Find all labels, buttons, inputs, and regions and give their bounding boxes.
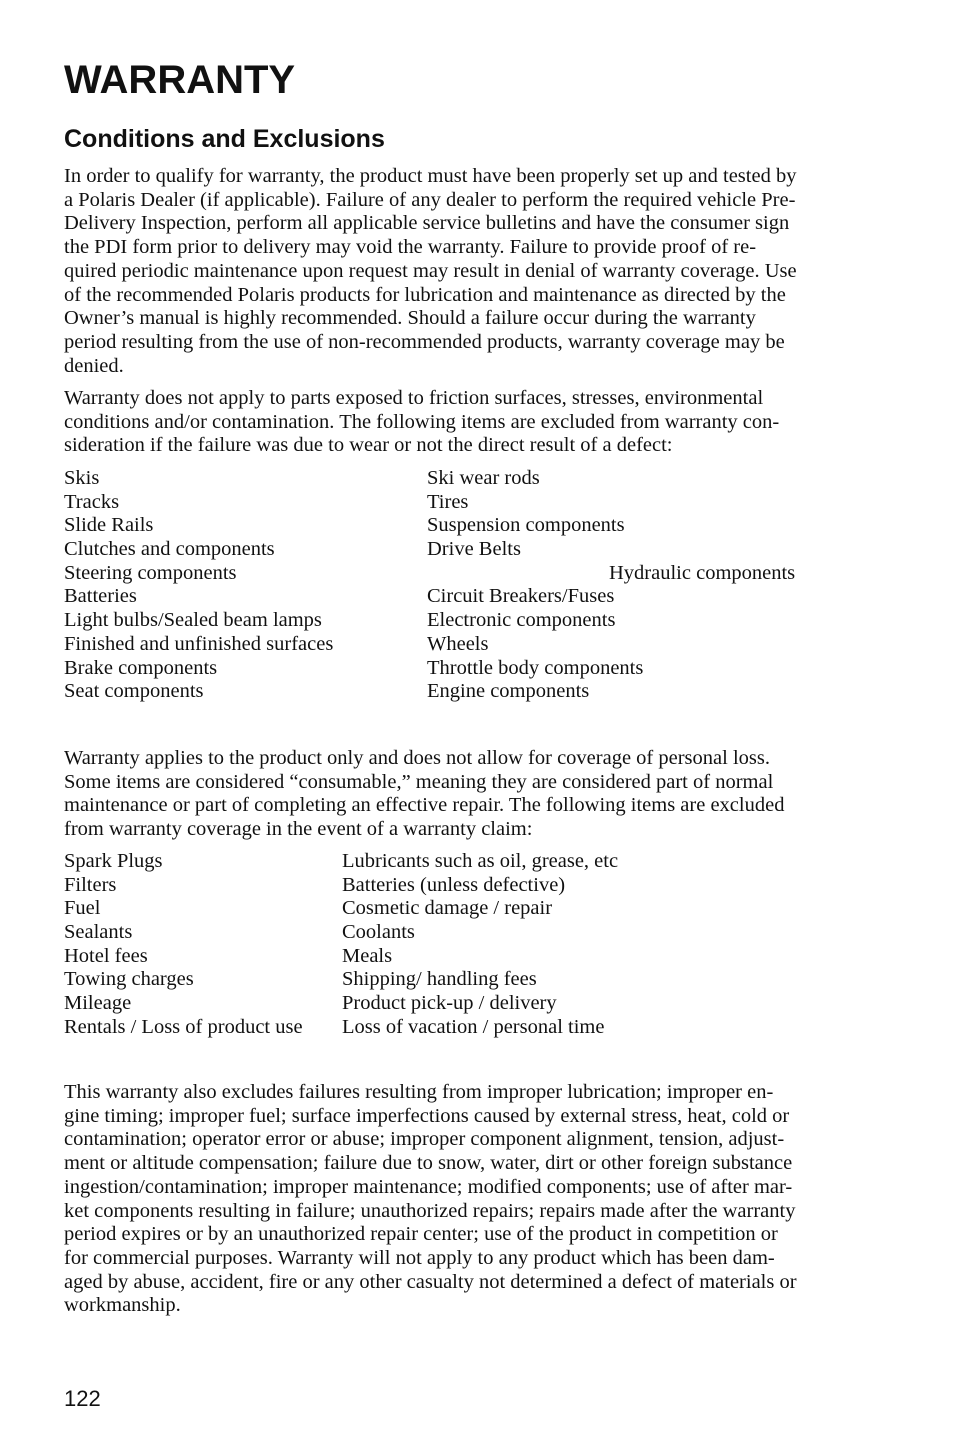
list-item <box>64 657 854 681</box>
paragraph-line: conditions and/or contamination. The following items are excluded from warranty con- <box>64 410 780 433</box>
item-left: Skis <box>64 467 100 489</box>
item-right: Lubricants such as oil, grease, etc <box>342 850 619 872</box>
item-left: Brake components <box>64 656 218 679</box>
item-left: Finished and unfinished surfaces <box>64 632 334 655</box>
list-item <box>64 921 714 945</box>
wear-items-list <box>64 467 854 704</box>
paragraph-line: Warranty applies to the product only and does not allow for coverage of personal loss. <box>64 747 770 769</box>
item-left: Hotel fees <box>64 944 148 967</box>
item-right: Hydraulic components <box>609 561 796 584</box>
item-right: Electronic components <box>427 609 616 632</box>
item-right: Throttle body components <box>427 656 644 679</box>
paragraph-line: sideration if the failure was due to wear or not the direct result of a defect: <box>64 434 673 457</box>
paragraph-line: gine timing; improper fuel; surface imperfections caused by external stress, heat, cold or <box>64 1104 790 1127</box>
item-left: Towing charges <box>64 968 194 991</box>
list-item <box>64 897 714 921</box>
item-left: Light bulbs/Sealed beam lamps <box>64 609 322 632</box>
list-item <box>64 562 854 586</box>
item-right: Suspension components <box>427 514 625 537</box>
item-left: Mileage <box>64 992 132 1015</box>
item-left: Spark Plugs <box>64 850 163 872</box>
paragraph-line: denied. <box>64 354 124 377</box>
list-item <box>64 491 854 515</box>
section-heading: Conditions and Exclusions <box>64 125 385 153</box>
item-left: Rentals / Loss of product use <box>64 1015 303 1038</box>
item-left: Steering components <box>64 561 237 584</box>
item-right: Ski wear rods <box>427 467 540 489</box>
item-right: Product pick-up / delivery <box>342 992 557 1015</box>
paragraph-line: period expires or by an unauthorized repair center; use of the product in competition or <box>64 1223 778 1246</box>
item-right: Wheels <box>427 632 489 655</box>
paragraph-line: of the recommended Polaris products for lubrication and maintenance as directed by the <box>64 283 786 306</box>
paragraph-line: In order to qualify for warranty, the product must have been properly set up and tested by <box>64 165 797 187</box>
list-item <box>64 874 714 898</box>
item-right: Cosmetic damage / repair <box>342 897 553 920</box>
paragraph-line: ingestion/contamination; improper maintenance; modified components; use of after mar- <box>64 1175 793 1198</box>
item-right: Circuit Breakers/Fuses <box>427 585 615 608</box>
list-item <box>64 992 714 1016</box>
list-item <box>64 633 854 657</box>
item-right: Batteries (unless defective) <box>342 873 566 896</box>
list-item <box>64 514 854 538</box>
list-item <box>64 850 714 874</box>
list-item <box>64 609 854 633</box>
item-left: Batteries <box>64 585 137 608</box>
item-right: Drive Belts <box>427 538 521 561</box>
paragraph-line: Owner’s manual is highly recommended. Should a failure occur during the warranty <box>64 307 756 330</box>
item-right: Coolants <box>342 921 415 944</box>
list-item <box>64 968 714 992</box>
paragraph-line: aged by abuse, accident, fire or any other casualty not determined a defect of materials or <box>64 1270 797 1293</box>
list-item <box>64 680 854 704</box>
paragraph-line: ket components resulting in failure; unauthorized repairs; repairs made after the warranty <box>64 1199 796 1222</box>
consumable-items-list <box>64 850 714 1040</box>
page-number: 122 <box>64 1386 101 1411</box>
qualification-paragraph <box>64 165 866 378</box>
paragraph-line: ment or altitude compensation; failure due to snow, water, dirt or other foreign substance <box>64 1152 793 1175</box>
paragraph-line: period resulting from the use of non-recommended products, warranty coverage may be <box>64 330 785 353</box>
paragraph-line: workmanship. <box>64 1294 181 1317</box>
list-item <box>64 1016 714 1040</box>
item-left: Seat components <box>64 680 204 703</box>
paragraph-line: contamination; operator error or abuse; improper component alignment, tension, adjust- <box>64 1128 785 1151</box>
item-left: Clutches and components <box>64 538 275 561</box>
wear-exclusion-paragraph <box>64 387 866 458</box>
list-item <box>64 467 854 491</box>
paragraph-line: quired periodic maintenance upon request may result in denial of warranty coverage. Use <box>64 259 797 282</box>
item-right: Loss of vacation / personal time <box>342 1015 605 1038</box>
item-right: Meals <box>342 944 393 967</box>
paragraph-line: Delivery Inspection, perform all applicable service bulletins and have the consumer sign <box>64 212 790 235</box>
paragraph-line: the PDI form prior to delivery may void the warranty. Failure to provide proof of re- <box>64 236 757 259</box>
paragraph-line: Some items are considered “consumable,” meaning they are considered part of normal <box>64 770 774 793</box>
item-right: Engine components <box>427 680 590 703</box>
item-left: Fuel <box>64 897 101 920</box>
paragraph-line: from warranty coverage in the event of a warranty claim: <box>64 818 533 841</box>
paragraph-line: This warranty also excludes failures resulting from improper lubrication; improper en- <box>64 1081 774 1103</box>
item-right: Shipping/ handling fees <box>342 968 537 991</box>
list-item <box>64 538 854 562</box>
item-left: Slide Rails <box>64 514 154 537</box>
list-item <box>64 585 854 609</box>
list-item <box>64 945 714 969</box>
item-right: Tires <box>427 490 469 513</box>
page-title: WARRANTY <box>64 58 296 102</box>
paragraph-line: Warranty does not apply to parts exposed to friction surfaces, stresses, environmental <box>64 387 764 409</box>
general-exclusion-paragraph <box>64 1081 866 1318</box>
item-left: Tracks <box>64 490 120 513</box>
paragraph-line: a Polaris Dealer (if applicable). Failure of any dealer to perform the required vehicle Pre- <box>64 188 796 211</box>
item-left: Sealants <box>64 921 133 944</box>
paragraph-line: for commercial purposes. Warranty will not apply to any product which has been dam- <box>64 1246 775 1269</box>
paragraph-line: maintenance or part of completing an effective repair. The following items are excluded <box>64 794 785 817</box>
consumable-paragraph <box>64 747 866 842</box>
item-left: Filters <box>64 873 117 896</box>
